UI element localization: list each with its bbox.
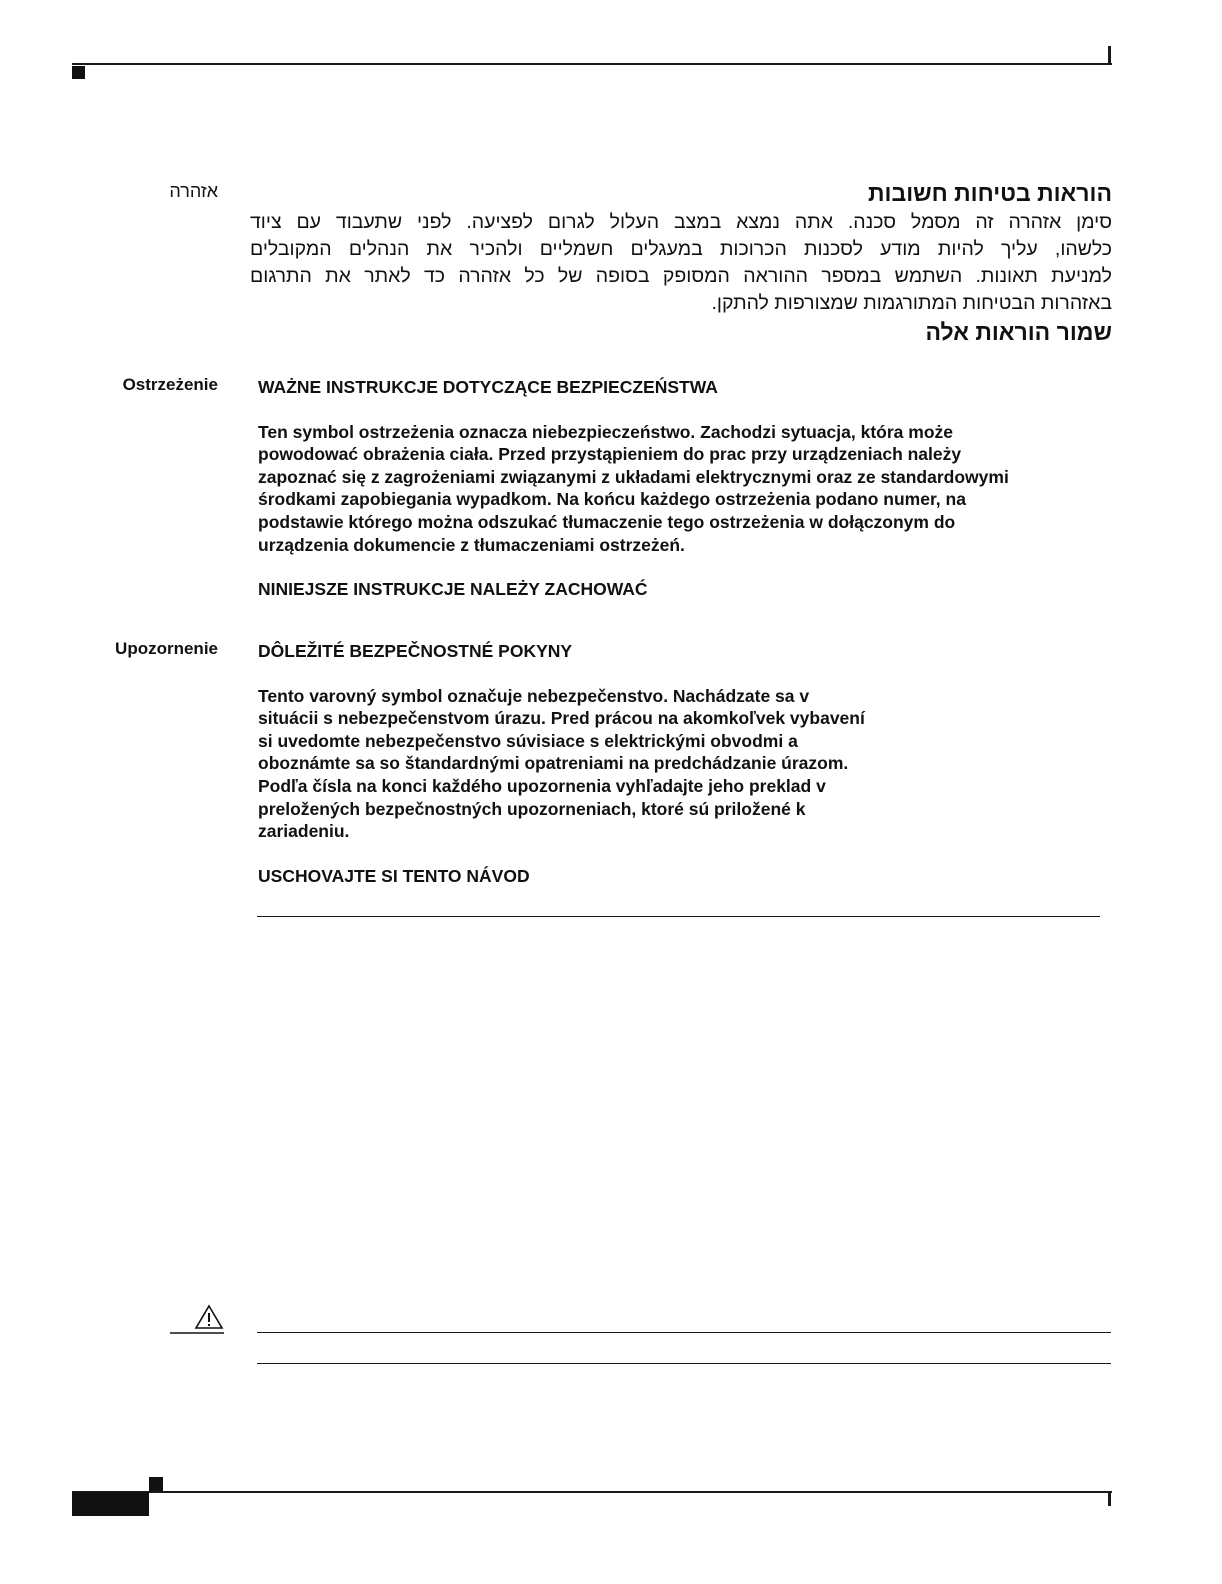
- hebrew-body-line: סימן אזהרה זה מסמל סכנה. אתה נמצא במצב העלול לגרום לפציעה. לפני שתעבוד עם ציוד: [250, 211, 1112, 233]
- polish-body-line: powodować obrażenia ciała. Przed przystąpieniem do prac przy urządzeniach należy: [258, 444, 962, 465]
- polish-body-line: środkami zapobiegania wypadkom. Na końcu każdego ostrzeżenia podano numer, na: [258, 489, 966, 510]
- section-end-rule: [257, 916, 1100, 917]
- polish-body-line: zapoznać się z zagrożeniami związanymi z układami elektrycznymi oraz ze standardowymi: [258, 466, 1009, 487]
- hebrew-warning-closing: שמור הוראות אלה: [925, 319, 1112, 345]
- polish-warning-block: [258, 376, 1108, 601]
- slovak-body-line: zariadeniu.: [258, 821, 350, 842]
- hebrew-warning-title: הוראות בטיחות חשובות: [868, 180, 1112, 206]
- footer-tick: [1108, 1492, 1111, 1506]
- slovak-warning-title: DÔLEŽITÉ BEZPEČNOSTNÉ POKYNY: [258, 641, 573, 661]
- slovak-warning-closing: USCHOVAJTE SI TENTO NÁVOD: [258, 865, 530, 886]
- polish-warning-closing: NINIEJSZE INSTRUKCJE NALEŻY ZACHOWAĆ: [258, 579, 648, 600]
- slovak-body-line: si uvedomte nebezpečenstvo súvisiace s elektrickými obvodmi a: [258, 730, 798, 751]
- hebrew-body-line: כלשהו, עליך להיות מודע לסכנות הכרוכות במעגלים חשמליים ולהכיר את הנהלים המקובלים: [250, 238, 1112, 260]
- polish-body-line: Ten symbol ostrzeżenia oznacza niebezpieczeństwo. Zachodzi sytuacja, która może: [258, 421, 954, 442]
- hebrew-body-line: למניעת תאונות. השתמש במספר ההוראה המסופק בסופה של כל אזהרה כד לאתר את התרגום: [250, 265, 1112, 287]
- hebrew-warning-body: [250, 209, 1112, 317]
- hebrew-warning-block: [250, 177, 1112, 347]
- caution-top-rule: [257, 1332, 1111, 1333]
- header-rule: [72, 63, 1112, 65]
- caution-icon: [170, 1303, 226, 1335]
- slovak-warning-label: Upozornenie: [115, 639, 218, 658]
- caution-bottom-rule: [257, 1363, 1111, 1364]
- slovak-warning-block: [258, 640, 938, 887]
- footer-rule: [72, 1491, 1112, 1493]
- polish-body-line: urządzenia dokumencie z tłumaczeniami ostrzeżeń.: [258, 534, 685, 555]
- hebrew-warning-label: אזהרה: [169, 181, 218, 201]
- header-tick: [1108, 46, 1111, 64]
- hebrew-body-line: באזהרות הבטיחות המתורגמות שמצורפות להתקן.: [711, 292, 1112, 314]
- slovak-body-line: preložených bezpečnostných upozorneniach, ktoré sú priložené k: [258, 798, 806, 819]
- footer-corner-mark: [149, 1477, 163, 1491]
- slovak-body-line: situácii s nebezpečenstvom úrazu. Pred prácou na akomkoľvek vybavení: [258, 708, 865, 729]
- polish-warning-title: WAŻNE INSTRUKCJE DOTYCZĄCE BEZPIECZEŃSTWA: [258, 377, 718, 397]
- slovak-body-line: oboznámte sa so štandardnými opatreniami na predchádzanie úrazom.: [258, 753, 849, 774]
- polish-body-line: podstawie którego można odszukać tłumaczenie tego ostrzeżenia w dołączonym do: [258, 511, 956, 532]
- slovak-body-line: Tento varovný symbol označuje nebezpečenstvo. Nachádzate sa v: [258, 685, 810, 706]
- header-corner-mark: [72, 66, 85, 79]
- slovak-body-line: Podľa čísla na konci každého upozornenia vyhľadajte jeho preklad v: [258, 775, 826, 796]
- footer-page-tab: [72, 1492, 149, 1516]
- polish-warning-label: Ostrzeżenie: [122, 375, 218, 394]
